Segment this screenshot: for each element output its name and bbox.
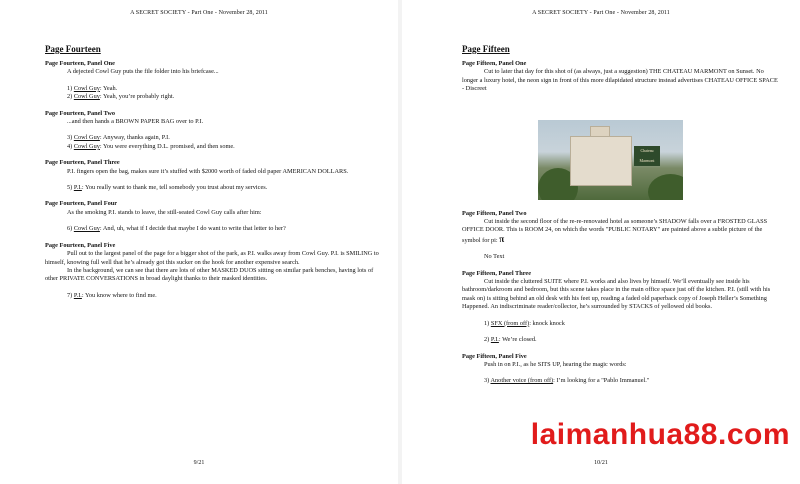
panel-heading: Page Fourteen, Panel One [45,60,115,67]
page-content [45,60,380,300]
dialogue-line: 5) P.I.: You really want to thank me, tell somebody you trust about my services. [67,184,268,192]
hotel-building [570,136,632,186]
panel-description: Push in on P.I., as he SITS UP, hearing the magic words: [484,360,627,368]
panel-description: Cut inside the cluttered SUITE where P.I. works and also lives by himself. We’ll eventually see inside his bathroom/darkroom and bedroom, but this scene takes place in the main office space just off the kitchen. P.I. (still with his mask on) is sitting behind an old desk with his feet up, reading a faded old paperback copy of Joseph Heller’s Something Happened. An indiscriminate reader/collector, he’s surrounded by STACKS of yellowed old books. [462,278,771,311]
watermark-text: laimanhua88.com [530,418,790,451]
panel-description: Pull out to the largest panel of the page for a bigger shot of the park, as P.I. walks away from Cowl Guy. P.I. is SMILING to himself, knowing full well that he’s already got this sucker on the hook for another expensive search. [45,250,379,266]
panel-heading: Page Fourteen, Panel Three [45,159,120,167]
dialogue-line: 1) Cowl Guy: Yeah. [67,84,118,92]
page-number: 9/21 [193,460,205,466]
panel-note: No Text [484,253,505,261]
panel-heading: Page Fifteen, Panel One [462,60,527,67]
panel-heading: Page Fifteen, Panel Three [462,269,532,277]
dialogue-line: 2) Cowl Guy: Yeah, you’re probably right. [67,93,175,101]
panel-description: In the background, we can see that there are lots of other MASKED DUOS sitting on similar park benches, having lots of other PRIVATE CONVERSATIONS in broad daylight thanks to their masked identities. [45,266,374,283]
panel-heading: Page Fourteen, Panel Five [45,241,116,249]
panel-description: ...and then hands a BROWN PAPER BAG over to P.I. [67,118,204,126]
left-page [0,0,398,484]
panel-heading: Page Fifteen, Panel Five [462,352,527,360]
dialogue-line: 7) P.I.: You know where to find me. [67,291,157,299]
panel-heading: Page Fourteen, Panel Two [45,109,116,117]
page-title: Page Fourteen [45,44,101,54]
dialogue-line: 3) Another voice (from off): I’m looking for a "Pablo Immanuel." [484,377,650,385]
page-content [462,60,780,386]
dialogue-line: 3) Cowl Guy: Anyway, thanks again, P.I. [67,134,170,142]
panel-description: Cut to later that day for this shot of (as always, just a suggestion) THE CHATEAU MARMONT on Sunset. No longer a luxury hotel, the neon sign in front of this more dilapidated structure instead advertises CHATEAU OFFICE SPACE - Discreet [462,68,778,93]
panel-description: As the smoking P.I. stands to leave, the still-seated Cowl Guy calls after him: [67,208,262,216]
pi-symbol: π [499,233,505,244]
page-header: A SECRET SOCIETY - Part One - November 28, 2011 [532,10,670,16]
dialogue-line: 2) P.I.: We’re closed. [484,336,537,344]
panel-heading: Page Fourteen, Panel Four [45,200,118,208]
page-number: 10/21 [594,460,608,466]
dialogue-line: 6) Cowl Guy: And, uh, what if I decide that maybe I do want to write that letter to her? [67,225,286,233]
panel-description: P.I. fingers open the bag, makes sure it’s stuffed with $2000 worth of faded old paper AMERICAN DOLLARS. [67,167,349,175]
panel-description: Cut inside the second floor of the re-re-renovated hotel as someone’s SHADOW falls over a FROSTED GLASS OFFICE DOOR. This is ROOM 24, on which the words "PUBLIC NOTARY" are painted above a subtle picture of the symbol for pi: π [462,218,768,244]
hotel-photo [538,120,683,200]
panel-description: A dejected Cowl Guy puts the file folder into his briefcase... [67,68,219,76]
right-page [402,0,800,484]
hotel-sign: Chateau Marmont [634,146,660,166]
dialogue-line: 4) Cowl Guy: You were everything D.L. promised, and then some. [67,142,235,150]
panel-heading: Page Fifteen, Panel Two [462,209,527,217]
page-header: A SECRET SOCIETY - Part One - November 28, 2011 [130,10,268,16]
page-title: Page Fifteen [462,44,510,54]
dialogue-line: 1) SFX (from off): knock knock [484,319,565,327]
tree-shape [648,174,683,200]
